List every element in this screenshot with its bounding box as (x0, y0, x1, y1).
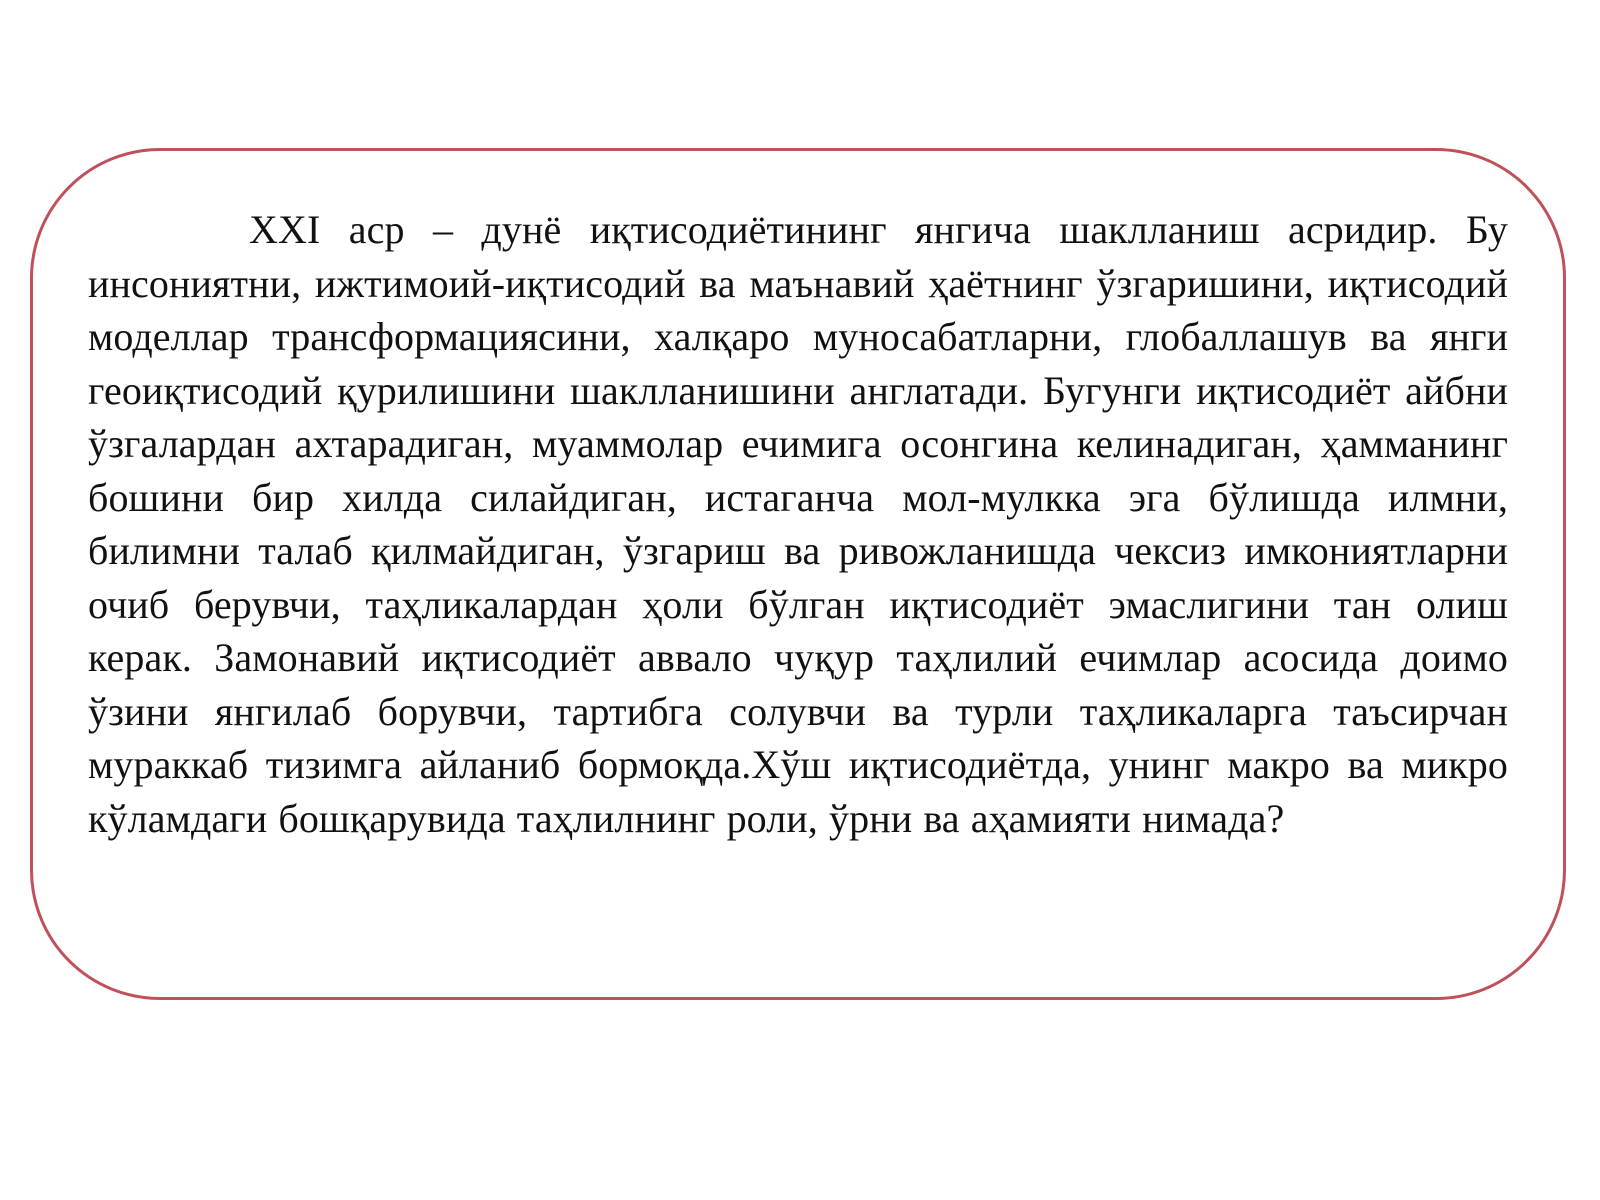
body-paragraph: XXI аср – дунё иқтисодиётининг янгича шаклланиш асридир. Бу инсониятни, ижтимоий-иқтисодий ва маънавий ҳаётнинг ўзгаришини, иқтисодий моделлар трансформациясини, халқаро муносабатларни, глобаллашув ва янги геоиқтисодий қурилишини шаклланишини англатади. Бугунги иқтисодиёт айбни ўзгалардан ахтарадиган, муаммолар ечимига осонгина келинадиган, ҳамманинг бошини бир хилда силайдиган, истаганча мол-мулкка эга бўлишда илмни, билимни талаб қилмайдиган, ўзгариш ва ривожланишда чексиз имкониятларни очиб берувчи, таҳликалардан ҳоли бўлган иқтисодиёт эмаслигини тан олиш керак. Замонавий иқтисодиёт аввало чуқур таҳлилий ечимлар асосида доимо ўзини янгилаб борувчи, тартибга солувчи ва турли таҳликаларга таъсирчан мураккаб тизимга айланиб бормоқда.Хўш иқтисодиётда, унинг макро ва микро кўламдаги бошқарувида таҳлилнинг роли, ўрни ва аҳамияти нимада? (88, 207, 1508, 841)
